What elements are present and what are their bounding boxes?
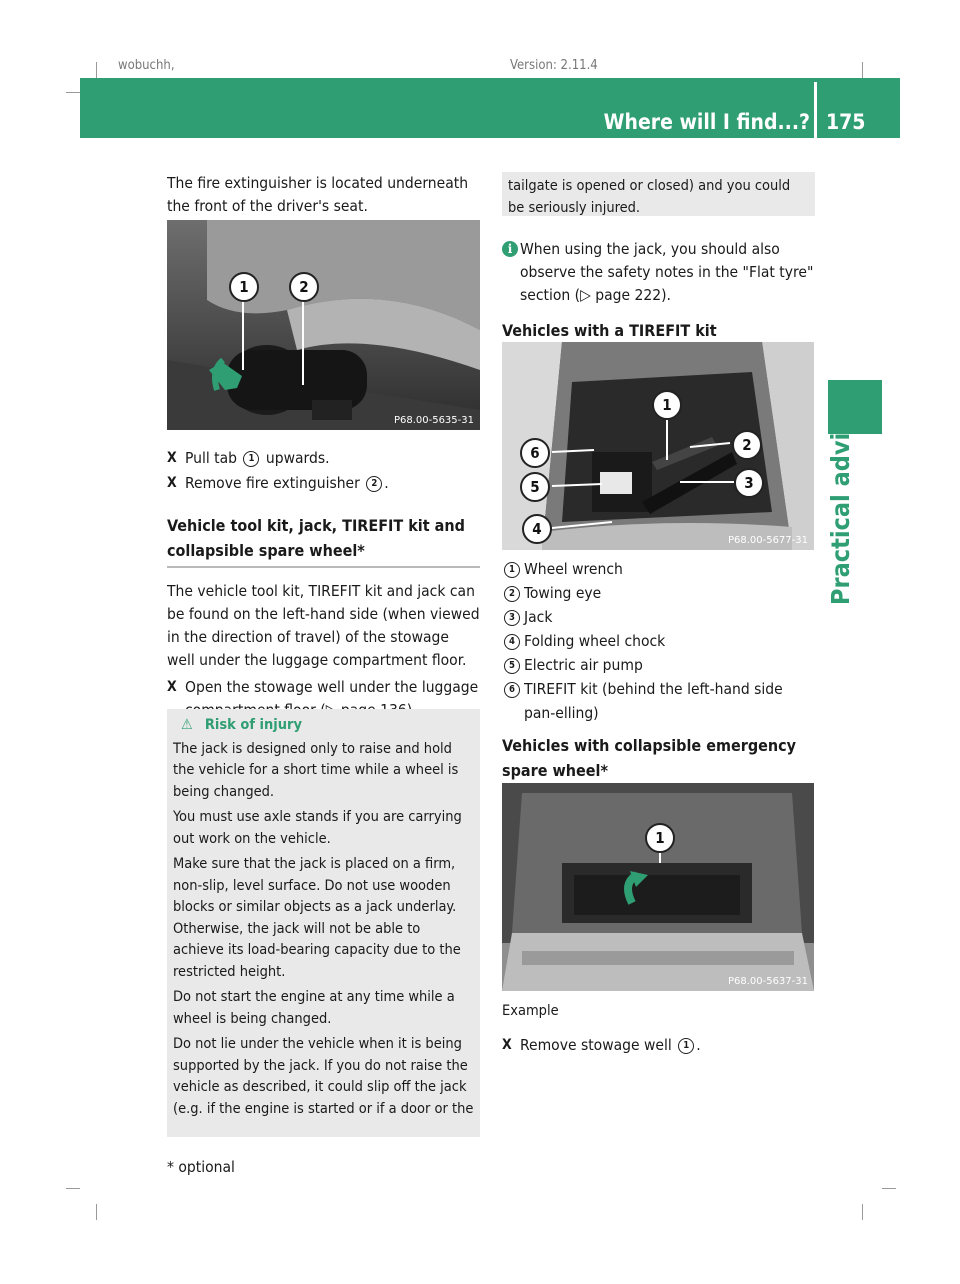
photo-spare-wheel (502, 783, 814, 991)
callout-5: 5 (520, 472, 550, 502)
crop-mark (96, 1204, 97, 1220)
section-title: Where will I find...? (603, 110, 810, 134)
warning-box (167, 709, 480, 1137)
ref-num: 1 (243, 451, 259, 467)
warning-para: The jack is designed only to raise and hold the vehicle for a short time while a wheel is being changed. (173, 740, 459, 800)
header-divider (814, 82, 817, 138)
step-remove-extinguisher: X Remove fire extinguisher 2 . (167, 474, 389, 492)
legend-list (502, 557, 814, 783)
ref-num: 2 (366, 476, 382, 492)
photo-caption: P68.00-5635-31 (393, 415, 474, 426)
section-heading: Vehicle tool kit, jack, TIREFIT kit and collapsible spare wheel* (167, 516, 465, 560)
file-label: wobuchh, (118, 58, 175, 73)
callout-1: 1 (652, 390, 682, 420)
footnote-optional: * optional (167, 1158, 235, 1176)
legend-item: 4 Folding wheel chock (502, 629, 814, 653)
crop-mark (862, 62, 863, 78)
legend-item: 3 Jack (502, 605, 814, 629)
side-tab-label: Practical advice (826, 404, 855, 605)
left-column (167, 172, 480, 218)
subheading-tirefit: Vehicles with a TIREFIT kit (502, 321, 717, 340)
legend-item: 5 Electric air pump (502, 653, 814, 677)
warning-icon: ⚠ (181, 717, 193, 733)
legend-item: 6 TIREFIT kit (behind the left-hand side pan-elling) (502, 677, 814, 725)
callout-2: 2 (289, 272, 319, 302)
legend-item: 1 Wheel wrench (502, 557, 814, 581)
photo-tirefit (502, 342, 814, 550)
example-label: Example (502, 1003, 559, 1019)
version-label: Version: 2.11.4 (510, 58, 598, 73)
step-remove-stowage: X Remove stowage well 1 . (502, 1036, 701, 1054)
photo-seat (167, 220, 480, 430)
warning-para: You must use axle stands if you are carrying out work on the vehicle. (173, 809, 462, 847)
warning-continued (502, 172, 815, 216)
callout-6: 6 (520, 438, 550, 468)
warning-para: Do not lie under the vehicle when it is being supported by the jack. If you do not raise the vehicle as described, it could slip off the jack (e.g. if the engine is started or if a door or the (173, 1036, 474, 1117)
crop-mark (66, 92, 80, 93)
seat-illustration (167, 220, 480, 430)
callout-3: 3 (734, 468, 764, 498)
info-icon: i (502, 241, 518, 257)
crop-mark (96, 62, 97, 78)
photo-caption: P68.00-5637-31 (727, 976, 808, 987)
warning-para: Make sure that the jack is placed on a firm, non-slip, level surface. Do not use wooden blocks or similar objects as a jack underlay. Otherwise, the jack will not be able to achieve its load-bearing capacity due to the restricted height. (173, 856, 461, 980)
photo-caption: P68.00-5677-31 (727, 535, 808, 546)
warning-title: Risk of injury (204, 717, 302, 733)
ref-num: 1 (678, 1038, 694, 1054)
spare-wheel-illustration (502, 783, 814, 991)
callout-1: 1 (645, 823, 675, 853)
info-note (502, 238, 815, 343)
left-steps (167, 447, 480, 722)
callout-2: 2 (732, 430, 762, 460)
warning-continued-text: tailgate is opened or closed) and you could be seriously injured. (508, 178, 791, 216)
heading-rule (167, 566, 480, 568)
crop-mark (862, 1204, 863, 1220)
callout-1: 1 (229, 272, 259, 302)
step-pull-tab: X Pull tab 1 upwards. (167, 449, 330, 467)
page-number: 175 (826, 110, 866, 134)
warning-para: Do not start the engine at any time while a wheel is being changed. (173, 989, 455, 1027)
example-block (502, 1000, 814, 1057)
step-open-stowage: X Open the stowage well under the luggage (167, 678, 479, 696)
info-text: When using the jack, you should also observe the safety notes in the "Flat tyre" section (▷ page 222). (520, 240, 814, 304)
subheading-spare-wheel: Vehicles with collapsible emergency spare wheel* (502, 736, 797, 780)
crop-mark (66, 1188, 80, 1189)
body-text: The vehicle tool kit, TIREFIT kit and jack can be found on the left-hand side (when viewed in the direction of travel) of the stowage well under the luggage compartment floor. (167, 582, 480, 669)
callout-4: 4 (522, 514, 552, 544)
crop-mark (882, 1188, 896, 1189)
intro-text: The fire extinguisher is located underneath the front of the driver's seat. (167, 174, 469, 215)
legend-item: 2 Towing eye (502, 581, 814, 605)
